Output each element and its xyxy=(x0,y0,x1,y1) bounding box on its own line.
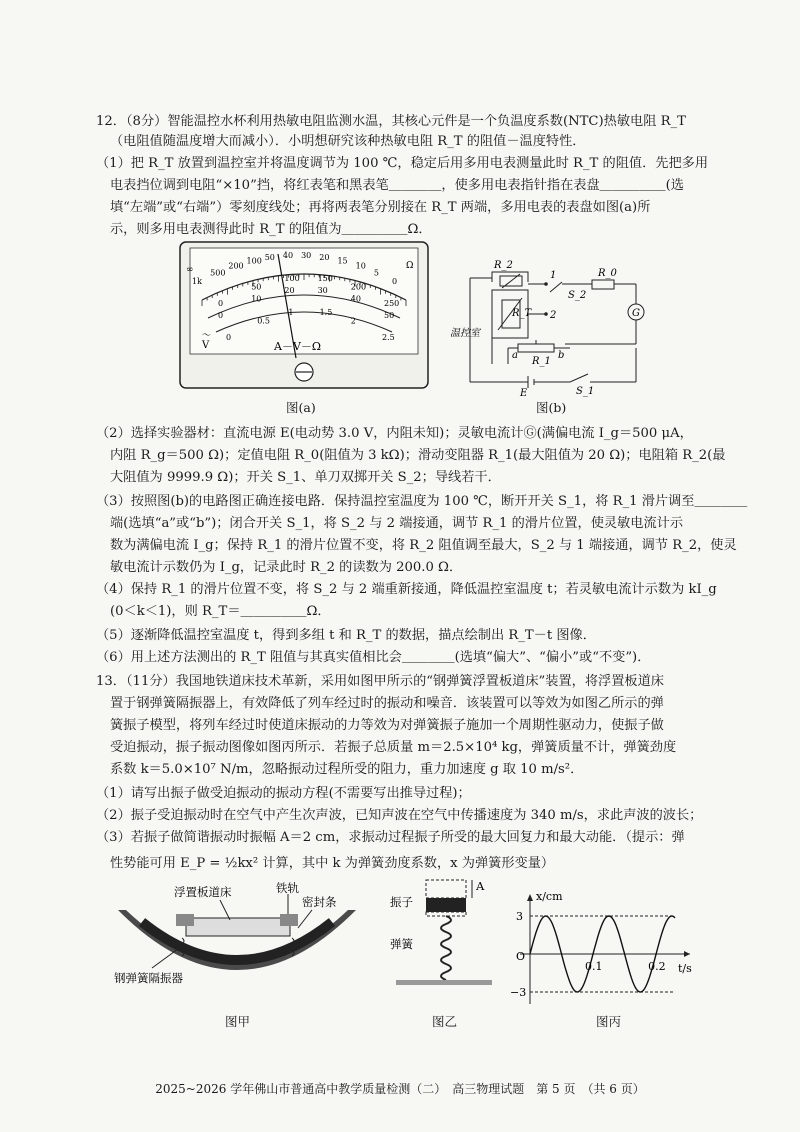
circuit-label: 1 xyxy=(550,270,557,281)
fig-bing-caption: 图丙 xyxy=(596,1014,622,1029)
ac-scale-label: 0 xyxy=(226,333,232,342)
q12-line: （6）用上述方法测出的 R_T 阻值与其真实值相比会＿＿＿＿(选填“偏大”、“偏小”或“不变”)． xyxy=(96,650,651,665)
circuit-label: S_1 xyxy=(576,386,595,397)
q12-line: 12．（8分）智能温控水杯利用热敏电阻监测水温，其核心元件是一个负温度系数(NTC)热敏电阻 R_T xyxy=(96,114,686,129)
ohm-scale-label: 50 xyxy=(264,252,275,262)
fig-yi-label: 弹簧 xyxy=(390,937,413,951)
dc-scale2-label: 20 xyxy=(284,286,295,296)
q12-line: （电阻值随温度增大而减小）．小明想研究该种热敏电阻 R_T 的阻值－温度特性． xyxy=(110,134,586,149)
ac-scale-label: 0.5 xyxy=(257,316,270,326)
rail-right xyxy=(280,914,298,926)
dc-scale2-label: 30 xyxy=(317,286,328,296)
ohm-scale-label: 15 xyxy=(337,256,348,266)
y-tick-label: 3 xyxy=(516,910,523,923)
circuit-label: G xyxy=(632,308,640,319)
fig-jia xyxy=(112,880,362,1010)
q13-line: 系数 k＝5.0×10⁷ N/m，忽略振动过程所受的阻力，重力加速度 g 取 10 m/s²． xyxy=(110,762,584,777)
q12-line: 内阻 R_g＝500 Ω)；定值电阻 R_0(阻值为 3 kΩ)；滑动变阻器 R_1(最大阻值为 20 Ω)；电阻箱 R_2(最 xyxy=(110,448,726,463)
q12-line: （4）保持 R_1 的滑片位置不变，将 S_2 与 2 端重新接通，降低温控室温度 t；若灵敏电流计示数为 kI_g xyxy=(96,582,717,597)
page-footer: 2025~2026 学年佛山市普通高中教学质量检测（二） 高三物理试题 第 5 页 （共 6 页） xyxy=(155,1082,645,1096)
q13-line: 置于钢弹簧隔振器上，有效降低了列车经过时的振动和噪音．该装置可以等效为如图乙所示的弹 xyxy=(110,696,664,711)
rail-left xyxy=(176,914,194,926)
q12-line: 大阻值为 9999.9 Ω)；开关 S_1、单刀双掷开关 S_2；导线若干． xyxy=(110,470,501,485)
q13-line: （1）请写出振子做受迫振动的振动方程(不需要写出推导过程)； xyxy=(96,786,471,801)
dc-scale-label: 200 xyxy=(350,282,367,292)
q12-line: 端(选填“a”或“b”)；闭合开关 S_1，将 S_2 与 2 端接通，调节 R_1 的滑片位置，使灵敏电流计示 xyxy=(110,516,684,531)
x-axis-label: t/s xyxy=(678,962,692,975)
y-tick-label: −3 xyxy=(510,986,527,999)
q12-line: 敏电流计示数仍为 I_g，记录此时 R_2 的读数为 200.0 Ω． xyxy=(110,560,463,575)
origin-label: O xyxy=(516,950,526,963)
q12-line: （5）逐渐降低温控室温度 t，得到多组 t 和 R_T 的数据，描点绘制出 R_T－t 图像． xyxy=(96,628,596,643)
oscillator-block xyxy=(426,898,466,912)
fig-jia-label: 铁轨 xyxy=(276,881,299,895)
q12-line: 电表挡位调到电阻“×10”挡，将红表笔和黑表笔＿＿＿＿，使多用电表指针指在表盘＿＿＿＿＿(选 xyxy=(110,178,684,193)
floating-slab xyxy=(186,918,290,936)
dc-scale-label: 0 xyxy=(218,299,224,308)
dc-scale-label: 250 xyxy=(384,299,400,308)
circuit-label: a xyxy=(512,350,518,361)
q12-line: （1）把 R_T 放置到温控室并将温度调节为 100 ℃，稳定后用多用电表测量此时 R_T 的阻值．先把多用 xyxy=(96,156,709,171)
y-axis-label: x/cm xyxy=(536,890,563,903)
x-tick-label: 0.2 xyxy=(648,960,666,973)
dc-scale2-label: 0 xyxy=(218,311,224,320)
q12-line: (0＜k＜1)，则 R_T＝＿＿＿＿＿Ω． xyxy=(110,604,331,619)
spring xyxy=(441,916,451,980)
ohm-scale-label: 500 xyxy=(210,268,226,278)
ac-scale-label: 1.5 xyxy=(319,308,333,318)
ohm-scale-label: 10 xyxy=(355,261,366,271)
multimeter-dial xyxy=(178,240,430,390)
ohm-scale-label: 30 xyxy=(301,251,312,261)
q13-line: （3）若振子做简谐振动时振幅 A＝2 cm，求振动过程振子所受的最大回复力和最大动能．（提示：弹 xyxy=(96,830,685,845)
dc-scale2-label: 10 xyxy=(251,294,262,304)
fig-b-caption: 图(b) xyxy=(536,400,567,415)
vibration-graph xyxy=(500,882,700,1012)
q13-line: 性势能可用 E_P = ½kx² 计算，其中 k 为弹簧劲度系数，x 为弹簧形变量） xyxy=(110,856,555,871)
infinity-label: ∞ xyxy=(186,265,194,275)
q13-line: （2）振子受迫振动时在空气中产生次声波，已知声波在空气中传播速度为 340 m/s，求此声波的波长； xyxy=(96,808,703,823)
fig-yi-caption: 图乙 xyxy=(432,1014,458,1029)
ac-scale-label: 2 xyxy=(350,316,356,326)
fig-jia-label: 浮置板道床 xyxy=(174,885,232,899)
mode-label: A－V－Ω xyxy=(274,340,322,353)
ohm-scale-label: 20 xyxy=(319,252,330,262)
fig-bing xyxy=(500,882,700,1012)
q13-line: 簧振子模型，将列车经过时使道床振动的力等效为对弹簧振子施加一个周期性驱动力，使振子做 xyxy=(110,718,664,733)
multimeter-figure xyxy=(178,240,430,390)
ohm-scale-label: 5 xyxy=(373,268,379,278)
fig-jia-label: 密封条 xyxy=(302,895,337,909)
q12-line: 数为满偏电流 I_g；保持 R_1 的滑片位置不变，将 R_2 阻值调至最大，S_2 与 1 端接通，调节 R_2，使灵 xyxy=(110,538,737,553)
circuit-label: R_0 xyxy=(598,268,617,279)
ohm-scale-label: 100 xyxy=(246,256,262,266)
q13-line: 13．（11分）我国地铁道床技术革新，采用如图甲所示的“钢弹簧浮置板道床”装置，将浮置板道床 xyxy=(96,674,664,689)
ohm-scale-label: 0 xyxy=(392,277,398,286)
x-tick-label: 0.1 xyxy=(585,960,603,973)
circuit-label: R_T xyxy=(512,308,532,319)
dc-scale2-label: 40 xyxy=(350,294,361,304)
circuit-label: b xyxy=(558,350,565,361)
ohm-scale-label: 1k xyxy=(192,277,202,286)
circuit-label: 温控室 xyxy=(450,328,480,339)
fig-jia-caption: 图甲 xyxy=(225,1014,251,1029)
circuit-label: E xyxy=(520,388,528,397)
dc-scale-label: 150 xyxy=(317,274,333,284)
circuit-label: S_2 xyxy=(568,290,587,301)
ohm-scale-label: 40 xyxy=(282,251,294,261)
q13-line: 受迫振动，振子振动图像如图丙所示．若振子总质量 m＝2.5×10⁴ kg，弹簧质量不计，弹簧劲度 xyxy=(110,740,677,755)
q12-line: 填“左端”或“右端”）零刻度线处；再将两表笔分别接在 R_T 两端，多用电表的表盘如图(a)所 xyxy=(110,200,651,215)
fig-yi-label: A xyxy=(476,879,485,893)
ohm-scale-label: 200 xyxy=(228,261,244,271)
q12-line: （3）按照图(b)的电路图正确连接电路．保持温控室温度为 100 ℃，断开开关 S_1，将 R_1 滑片调至＿＿＿＿ xyxy=(96,494,748,509)
circuit-label: 2 xyxy=(550,310,557,321)
ohm-unit-label: Ω xyxy=(406,261,414,271)
dc-scale-label: 100 xyxy=(284,274,300,284)
fig-a-caption: 图(a) xyxy=(286,400,316,415)
ac-scale-label: 1 xyxy=(288,308,294,318)
q12-line: 示，则多用电表测得此时 R_T 的阻值为＿＿＿＿＿Ω． xyxy=(110,222,432,237)
v-label: V xyxy=(202,340,210,351)
fig-yi xyxy=(388,876,498,1006)
ac-scale-label: 2.5 xyxy=(382,333,395,342)
q12-line: （2）选择实验器材：直流电源 E(电动势 3.0 V，内阻未知)；灵敏电流计Ⓖ(满偏电流 I_g＝500 μA， xyxy=(96,426,693,441)
approx-label: ～ xyxy=(202,331,212,341)
fig-yi-label: 振子 xyxy=(390,895,413,909)
circuit-label: R_2 xyxy=(494,260,513,271)
dc-scale-label: 50 xyxy=(251,282,262,292)
dc-scale2-label: 50 xyxy=(384,311,395,320)
fig-jia-label: 钢弹簧隔振器 xyxy=(114,971,183,985)
circuit-figure xyxy=(450,252,650,397)
circuit-label: R_1 xyxy=(532,356,551,367)
